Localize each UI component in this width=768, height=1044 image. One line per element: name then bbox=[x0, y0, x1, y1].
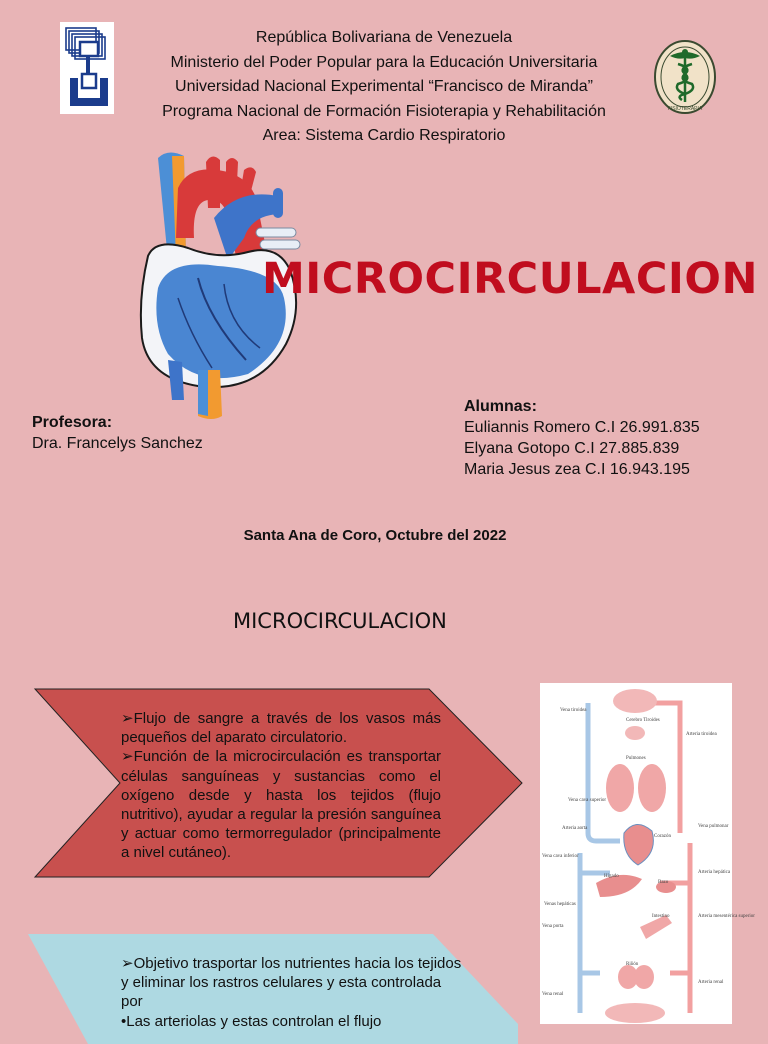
diagram-label: Hígado bbox=[604, 874, 619, 879]
diagram-label: Vena tiroidea bbox=[560, 708, 587, 713]
diagram-label: Pulmones bbox=[626, 756, 646, 761]
main-title: MICROCIRCULACION bbox=[262, 254, 758, 304]
header-line-ministry: Ministerio del Poder Popular para la Educación Universitaria bbox=[170, 53, 598, 71]
diagram-label: Vena pulmonar bbox=[698, 824, 729, 829]
university-logo bbox=[60, 22, 114, 114]
diagram-label: Vena renal bbox=[542, 992, 564, 997]
diagram-label: Vena cava superior bbox=[568, 798, 607, 803]
professor-label: Profesora: bbox=[32, 414, 113, 431]
objective-bullet: ➢Objetivo trasportar los nutrientes hacia los tejidos y eliminar los rastros celulares y esta controlada por bbox=[121, 955, 462, 1011]
diagram-label: Arteria tiroidea bbox=[686, 732, 717, 737]
diagram-label: Corazón bbox=[654, 834, 671, 839]
students-label: Alumnas: bbox=[464, 398, 537, 415]
physiotherapy-caduceus-logo bbox=[652, 38, 718, 116]
definition-text bbox=[121, 709, 441, 863]
student-name: Euliannis Romero C.I 26.991.835 bbox=[464, 419, 700, 436]
student-name: Elyana Gotopo C.I 27.885.839 bbox=[464, 440, 680, 457]
diagram-label: Vena porta bbox=[542, 924, 564, 929]
diagram-label: Cerebro Tiroides bbox=[626, 718, 660, 723]
place-date: Santa Ana de Coro, Octubre del 2022 bbox=[243, 527, 507, 544]
header-line-program: Programa Nacional de Formación Fisioterapia y Rehabilitación bbox=[162, 102, 606, 120]
diagram-label: Vena cava inferior bbox=[542, 854, 579, 859]
circulation-diagram bbox=[540, 683, 755, 1024]
diagram-label: Arteria renal bbox=[698, 980, 724, 985]
header-line-university: Universidad Nacional Experimental “Francisco de Miranda” bbox=[175, 78, 593, 95]
diagram-label: Intestino bbox=[652, 914, 670, 919]
diagram-label: Arteria hepática bbox=[698, 870, 731, 875]
students-block bbox=[464, 396, 700, 480]
diagram-label: Arteria mesentérica superior bbox=[698, 914, 755, 919]
diagram-label: Riñón bbox=[626, 962, 639, 967]
objective-text bbox=[121, 954, 463, 1031]
header-line-country: República Bolivariana de Venezuela bbox=[255, 29, 513, 46]
arterioles-bullet: •Las arteriolas y estas controlan el flujo bbox=[121, 1012, 382, 1030]
diagram-label: Bazo bbox=[658, 880, 669, 885]
student-name: Maria Jesus zea C.I 16.943.195 bbox=[464, 461, 690, 478]
section-title: MICROCIRCULACION bbox=[233, 609, 447, 633]
diagram-label: Venas hepáticas bbox=[544, 902, 576, 907]
logo-text: FISIOTERAPIA bbox=[667, 106, 703, 112]
definition-bullet: ➢Flujo de sangre a través de los vasos más pequeños del aparato circulatorio. bbox=[121, 710, 441, 747]
function-bullet: ➢Función de la microcirculación es transportar células sanguíneas y sustancias como el oxígeno desde y hasta los tejidos (flujo nutritivo), ayudar a regular la presión sanguínea y actuar como termorregulador (principalmente a nivel cutáneo). bbox=[121, 748, 441, 862]
professor-block bbox=[32, 412, 203, 454]
header-line-area: Area: Sistema Cardio Respiratorio bbox=[262, 127, 506, 144]
professor-name: Dra. Francelys Sanchez bbox=[32, 435, 203, 452]
diagram-label: Arteria aorta bbox=[562, 826, 588, 831]
